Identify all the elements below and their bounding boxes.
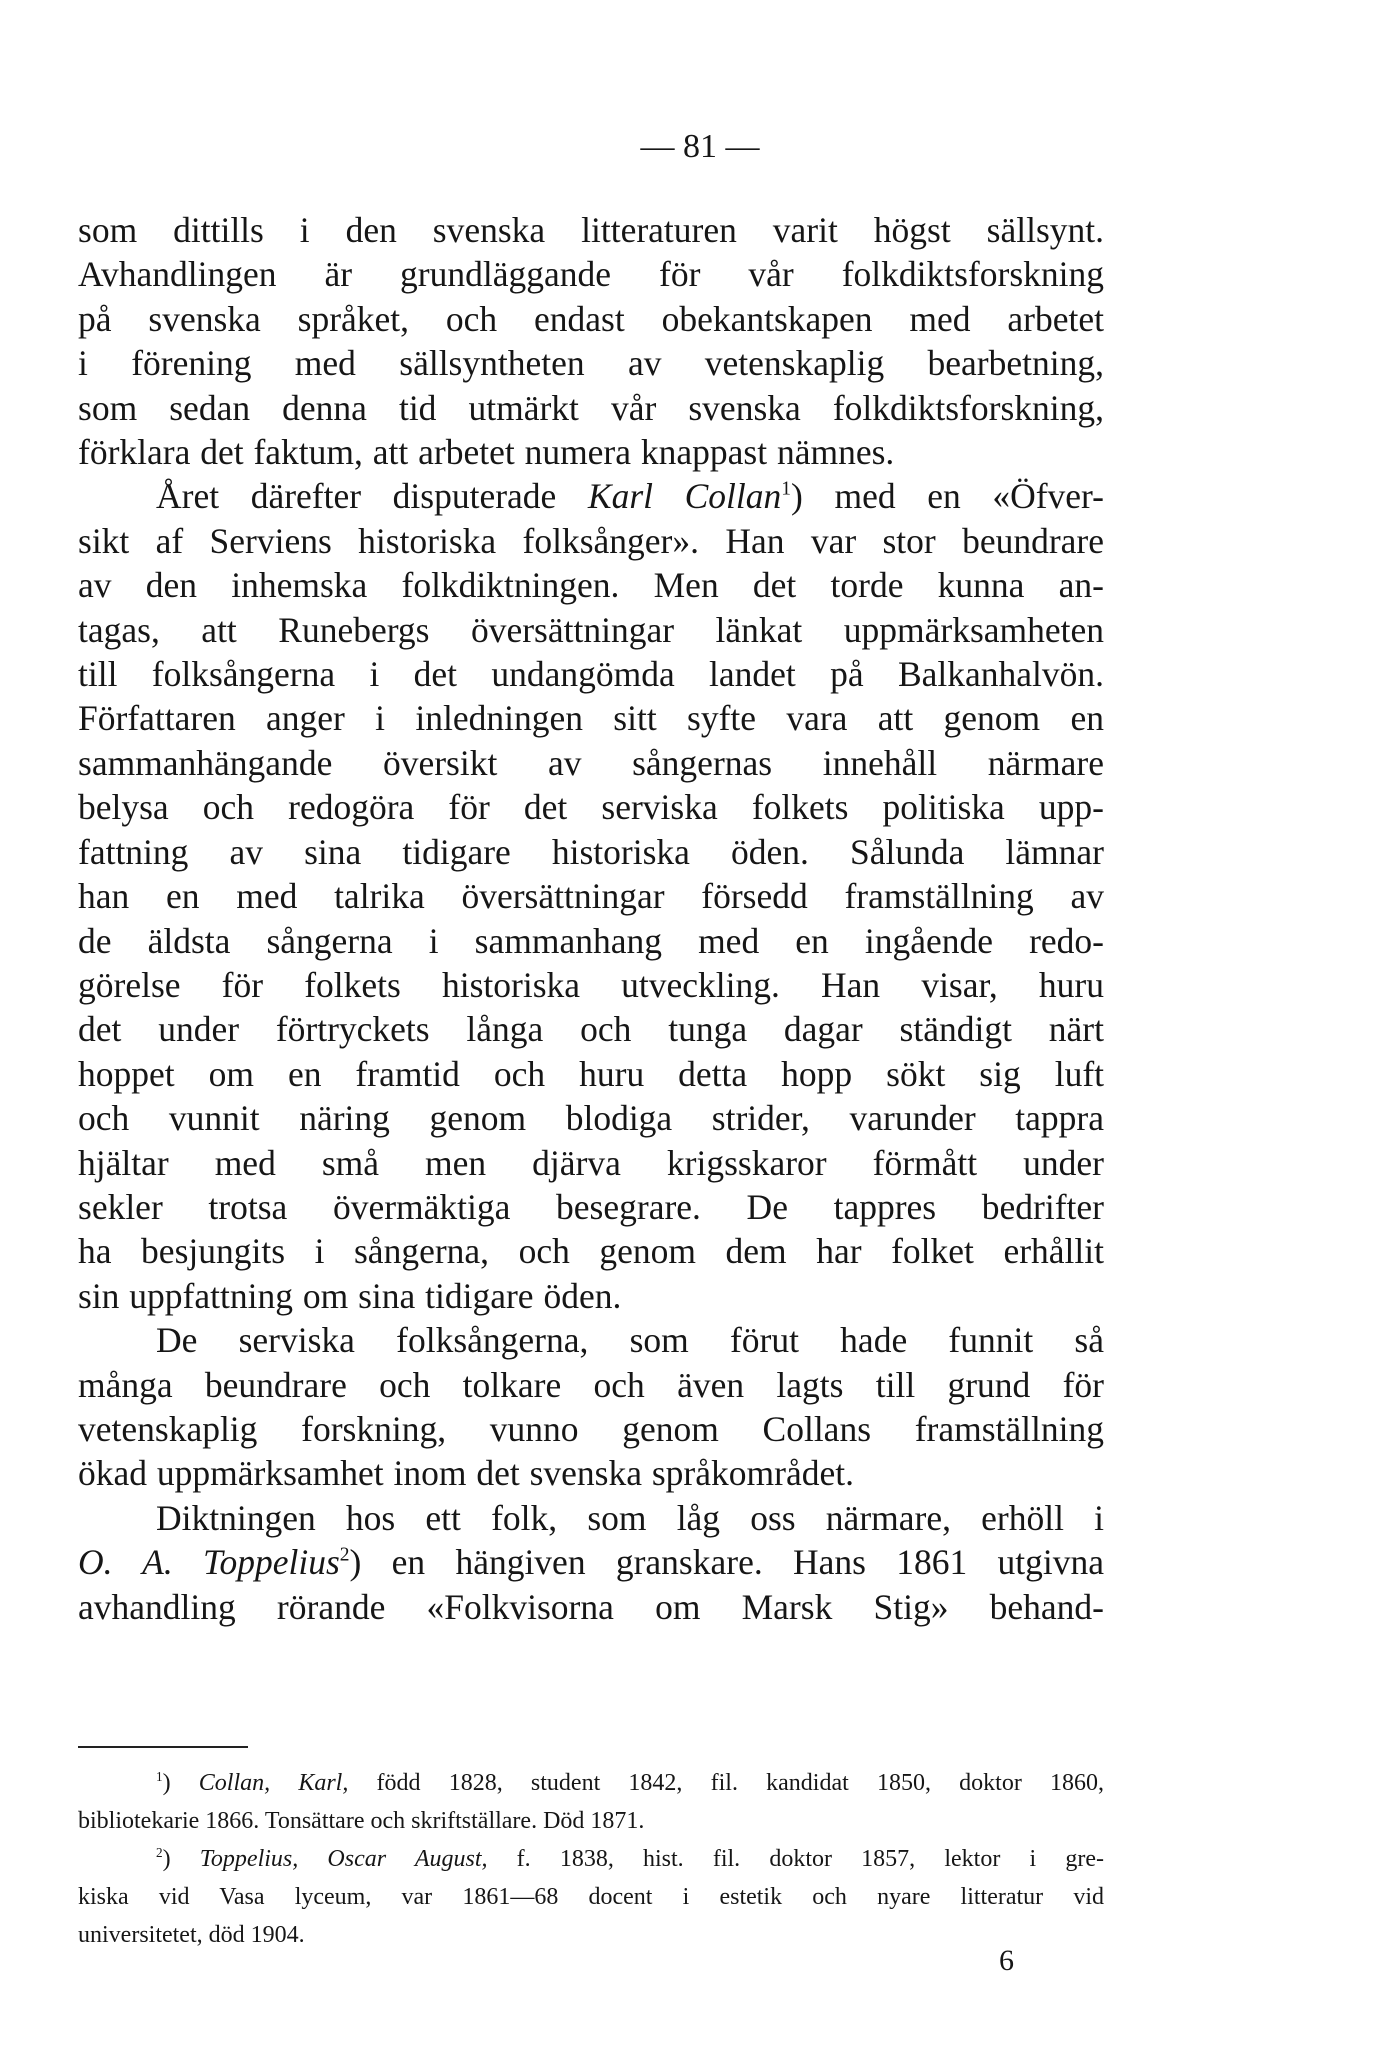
text-run: ) en hängiven granskare. Hans 1861 utgivna — [349, 1542, 1104, 1583]
author-name-collan: Karl Collan — [587, 476, 782, 517]
text-line: vetenskaplig forskning, vunno genom Collans framställning — [78, 1408, 1104, 1449]
text-line: hoppet om en framtid och huru detta hopp sökt sig luft — [78, 1053, 1104, 1094]
footnote-1 — [78, 1764, 1104, 1802]
page-number: — 81 — — [640, 128, 760, 165]
text-line — [78, 1540, 1104, 1584]
text-line: belysa och redogöra för det serviska folkets politiska upp- — [78, 787, 1104, 828]
footnote-name: Toppelius, Oscar August, — [199, 1846, 488, 1872]
text-line: i förening med sällsyntheten av vetenskaplig bearbetning, — [78, 343, 1104, 384]
text-run: Året därefter disputerade — [156, 476, 588, 517]
text-line: och vunnit näring genom blodiga strider, varunder tappra — [78, 1098, 1104, 1139]
footnote-name: Collan, Karl, — [198, 1770, 349, 1796]
text-line: Författaren anger i inledningen sitt syfte vara att genom en — [78, 698, 1104, 739]
footnote-2 — [78, 1840, 1104, 1878]
footnote-ref-2: 2 — [339, 1544, 350, 1566]
text-run: född 1828, student 1842, fil. kandidat 1850, doktor 1860, — [348, 1770, 1104, 1796]
text-line: många beundrare och tolkare och även lagts till grund för — [78, 1364, 1104, 1405]
text-line: görelse för folkets historiska utveckling. Han visar, huru — [78, 964, 1104, 1005]
text-line: de äldsta sångerna i sammanhang med en ingående redo- — [78, 920, 1104, 961]
text-line: som sedan denna tid utmärkt vår svenska folkdiktsforskning, — [78, 387, 1104, 428]
body-text — [78, 208, 1104, 1629]
text-line: hjältar med små men djärva krigsskaror förmått under — [78, 1142, 1104, 1183]
footnote-marker: 2 — [156, 1844, 163, 1860]
text-line: fattning av sina tidigare historiska öden. Sålunda lämnar — [78, 831, 1104, 872]
text-run: ) med en «Öfver- — [791, 476, 1104, 517]
footnote-line: bibliotekarie 1866. Tonsättare och skriftställare. Död 1871. — [78, 1808, 645, 1834]
text-line: De serviska folksångerna, som förut hade funnit så — [156, 1320, 1104, 1361]
author-name-toppelius: O. A. Toppelius — [78, 1542, 340, 1583]
text-line: på svenska språket, och endast obekantskapen med arbetet — [78, 298, 1104, 339]
text-line: ökad uppmärksamhet inom det svenska språkområdet. — [78, 1453, 854, 1494]
text-line: sammanhängande översikt av sångernas innehåll närmare — [78, 742, 1104, 783]
text-line: som dittills i den svenska litteraturen varit högst sällsynt. — [78, 210, 1104, 250]
footnote-line: universitetet, död 1904. — [78, 1922, 305, 1948]
text-line: förklara det faktum, att arbetet numera knappast nämnes. — [78, 432, 895, 473]
text-line: det under förtryckets långa och tunga dagar ständigt närt — [78, 1009, 1104, 1050]
text-line — [78, 474, 1104, 518]
footnote-divider — [78, 1746, 248, 1748]
text-line: ha besjungits i sångerna, och genom dem har folket erhållit — [78, 1231, 1104, 1272]
text-line: till folksångerna i det undangömda landet på Balkanhalvön. — [78, 654, 1104, 695]
text-line: avhandling rörande «Folkvisorna om Marsk Stig» behand- — [78, 1586, 1104, 1627]
text-run: ) — [162, 1846, 200, 1872]
text-line: sikt af Serviens historiska folksånger». Han var stor beundrare — [78, 520, 1104, 561]
text-line: han en med talrika översättningar försedd framställning av — [78, 876, 1104, 917]
text-run: f. 1838, hist. fil. doktor 1857, lektor i gre- — [487, 1846, 1104, 1872]
footnotes — [78, 1764, 1104, 1954]
text-line: av den inhemska folkdiktningen. Men det torde kunna an- — [78, 565, 1104, 606]
footnote-marker: 1 — [156, 1768, 163, 1784]
signature-mark: 6 — [999, 1944, 1014, 1977]
text-run: ) — [162, 1770, 199, 1796]
text-line: sekler trotsa övermäktiga besegrare. De tappres bedrifter — [78, 1186, 1104, 1227]
text-line: Diktningen hos ett folk, som låg oss närmare, erhöll i — [156, 1497, 1104, 1538]
text-line: Avhandlingen är grundläggande för vår folkdiktsforskning — [78, 254, 1104, 295]
text-line: sin uppfattning om sina tidigare öden. — [78, 1275, 622, 1316]
footnote-ref-1: 1 — [781, 478, 792, 500]
footnote-line: kiska vid Vasa lyceum, var 1861—68 docent i estetik och nyare litteratur vid — [78, 1884, 1104, 1910]
text-line: tagas, att Runebergs översättningar länkat uppmärksamheten — [78, 609, 1104, 650]
